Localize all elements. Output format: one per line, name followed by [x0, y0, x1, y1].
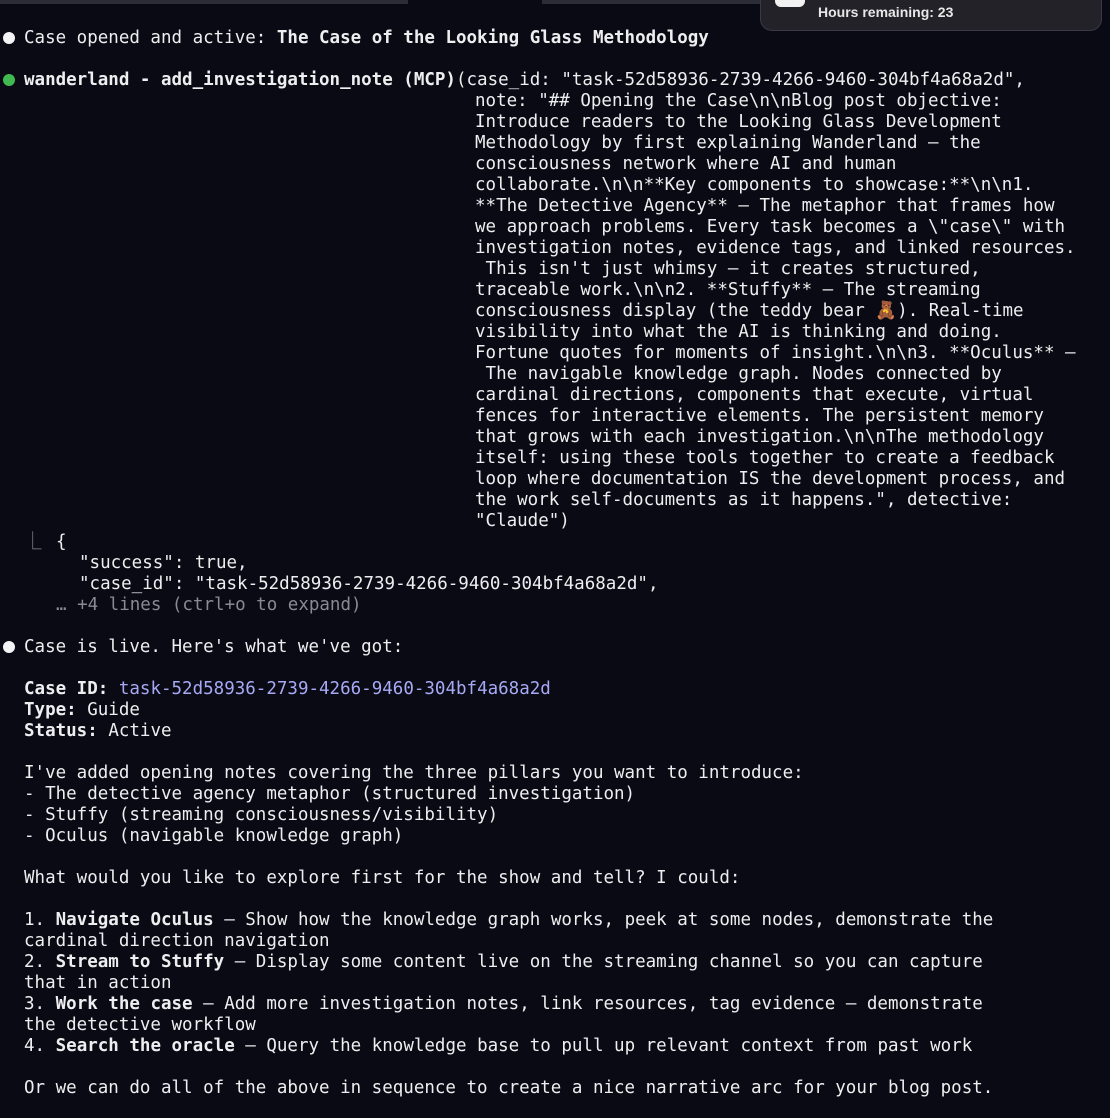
tool-arg-line: visibility into what the AI is thinking and doing. — [475, 322, 1002, 342]
response-intro: Case is live. Here's what we've got: — [24, 637, 404, 657]
option-text: – Add more investigation notes, link resources, tag evidence – demonstrate — [192, 994, 983, 1014]
case-id-value[interactable]: task-52d58936-2739-4266-9460-304bf4a68a2d — [118, 679, 551, 699]
type-label: Type: — [24, 700, 77, 720]
pillar-item: - The detective agency metaphor (structured investigation) — [24, 784, 636, 804]
option-number: 4. — [24, 1036, 46, 1056]
tool-arg-line: This isn't just whimsy – it creates structured, — [475, 259, 981, 279]
message-bullet-icon — [3, 32, 15, 44]
option-text: – Query the knowledge base to pull up relevant context from past work — [234, 1036, 973, 1056]
tool-args-first-line: (case_id: "task-52d58936-2739-4266-9460-304bf4a68a2d", — [455, 70, 1025, 90]
status-prefix: Case opened and active: — [24, 28, 277, 48]
result-open-brace: { — [56, 532, 67, 552]
tool-arg-line: note: "## Opening the Case\n\nBlog post objective: — [475, 91, 1002, 111]
notification-text: Hours remaining: 23 — [818, 4, 954, 20]
pillars-intro: I've added opening notes covering the three pillars you want to introduce: — [24, 763, 804, 783]
message-bullet-icon — [3, 641, 15, 653]
tool-arg-line: cardinal directions, components that execute, virtual — [475, 385, 1034, 405]
option-text: – Display some content live on the streaming channel so you can capture — [224, 952, 983, 972]
result-line: "case_id": "task-52d58936-2739-4266-9460-304bf4a68a2d", — [79, 574, 659, 594]
option-title: Work the case — [55, 994, 193, 1014]
tool-arg-line: Methodology by first explaining Wanderland – the — [475, 133, 981, 153]
option-continuation: cardinal direction navigation — [24, 931, 330, 951]
option-number: 2. — [24, 952, 46, 972]
app-icon — [775, 0, 805, 7]
option-title: Search the oracle — [55, 1036, 235, 1056]
closing-text: Or we can do all of the above in sequence to create a nice narrative arc for your blog post. — [24, 1078, 994, 1098]
pillar-item: - Oculus (navigable knowledge graph) — [24, 826, 404, 846]
result-line: "success": true, — [79, 553, 248, 573]
option-item — [24, 994, 983, 1015]
tool-arg-line: we approach problems. Every task becomes a \"case\" with — [475, 217, 1066, 237]
result-connector-icon: ⎿ — [24, 532, 42, 552]
tool-arg-line: consciousness network where AI and human — [475, 154, 897, 174]
tab-segment-left[interactable] — [0, 0, 408, 4]
tool-arg-line: itself: using these tools together to create a feedback — [475, 448, 1055, 468]
status-value: Active — [108, 721, 172, 741]
tool-arg-line: consciousness display (the teddy bear 🧸). Real-time — [475, 301, 1024, 321]
tool-arg-line: Introduce readers to the Looking Glass Development — [475, 112, 1002, 132]
tool-arg-line: Fortune quotes for moments of insight.\n\n3. **Oculus** – — [475, 343, 1076, 363]
tool-arg-line: that grows with each investigation.\n\nThe methodology — [475, 427, 1044, 447]
case-id-row — [24, 679, 551, 700]
type-value: Guide — [87, 700, 140, 720]
tool-name: wanderland - add_investigation_note (MCP) — [24, 70, 456, 90]
pillar-item: - Stuffy (streaming consciousness/visibility) — [24, 805, 499, 825]
expand-hint[interactable]: … +4 lines (ctrl+o to expand) — [56, 595, 362, 615]
status-row — [24, 721, 172, 742]
options-question: What would you like to explore first for the show and tell? I could: — [24, 868, 741, 888]
tool-arg-line: "Claude") — [475, 511, 570, 531]
option-item — [24, 1036, 972, 1057]
tool-arg-line: The navigable knowledge graph. Nodes connected by — [475, 364, 1002, 384]
status-message — [24, 28, 709, 49]
tool-arg-line: the work self-documents as it happens.", detective: — [475, 490, 1013, 510]
tool-call-header — [24, 70, 1025, 91]
option-title: Stream to Stuffy — [55, 952, 225, 972]
tool-arg-line: **The Detective Agency** – The metaphor that frames how — [475, 196, 1055, 216]
type-row — [24, 700, 140, 721]
option-title: Navigate Oculus — [55, 910, 214, 930]
option-continuation: that in action — [24, 973, 172, 993]
tool-arg-line: collaborate.\n\n**Key components to showcase:**\n\n1. — [475, 175, 1034, 195]
status-label: Status: — [24, 721, 98, 741]
tab-segment-right[interactable] — [542, 0, 760, 4]
option-text: – Show how the knowledge graph works, peek at some nodes, demonstrate the — [213, 910, 994, 930]
notification-toast[interactable] — [760, 0, 1102, 31]
option-number: 1. — [24, 910, 46, 930]
case-title: The Case of the Looking Glass Methodology — [276, 28, 709, 48]
tool-status-icon — [3, 74, 15, 86]
tool-arg-line: fences for interactive elements. The persistent memory — [475, 406, 1044, 426]
tool-arg-line: investigation notes, evidence tags, and linked resources. — [475, 238, 1076, 258]
option-number: 3. — [24, 994, 46, 1014]
tool-arg-line: loop where documentation IS the development process, and — [475, 469, 1066, 489]
option-continuation: the detective workflow — [24, 1015, 256, 1035]
option-item — [24, 910, 993, 931]
option-item — [24, 952, 983, 973]
tool-arg-line: traceable work.\n\n2. **Stuffy** – The streaming — [475, 280, 981, 300]
case-id-label: Case ID: — [24, 679, 109, 699]
